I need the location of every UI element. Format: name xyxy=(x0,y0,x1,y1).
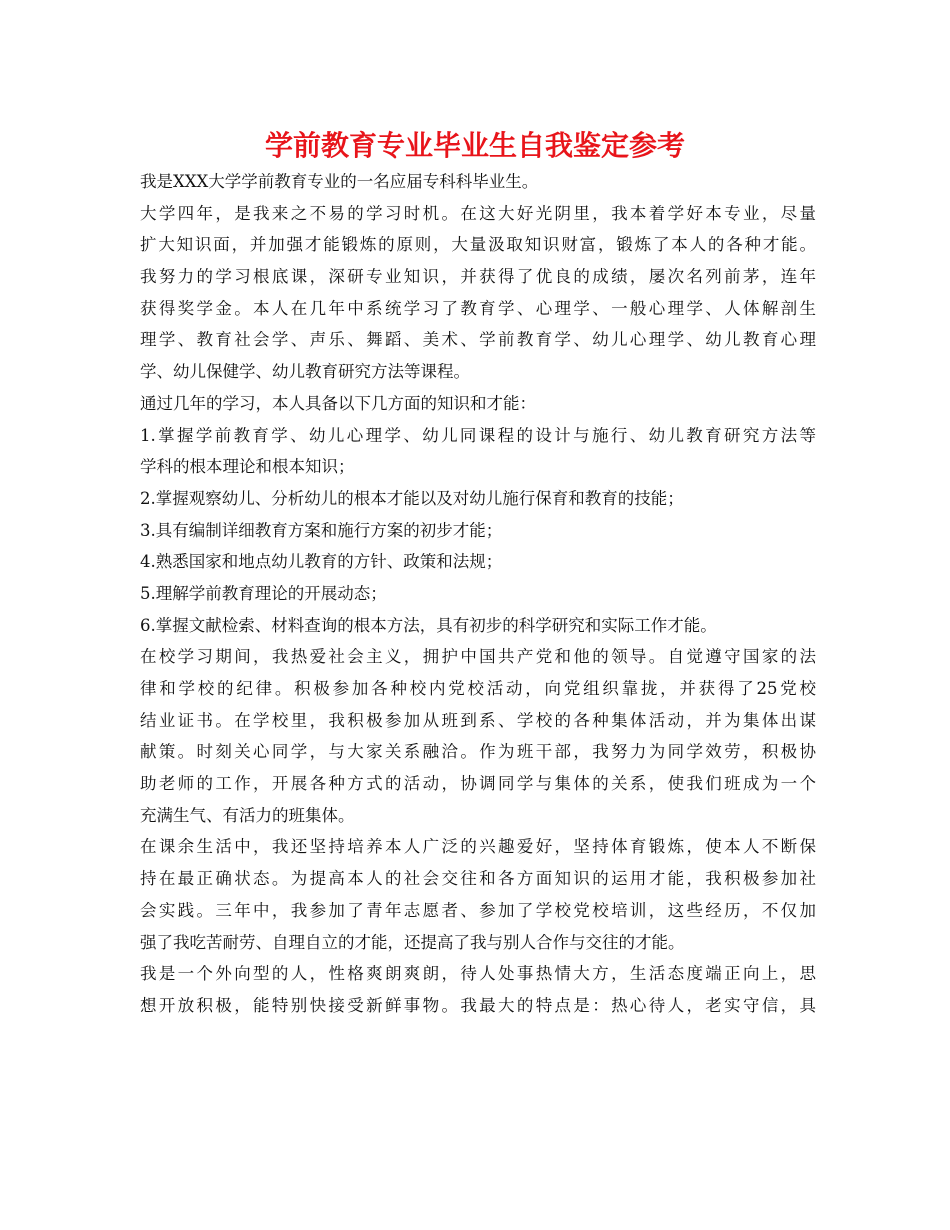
text-line: 我是一个外向型的人，性格爽朗爽朗，待人处事热情大方，生活态度端正向上，思 xyxy=(140,964,816,984)
text-line: 律和学校的纪律。积极参加各种校内党校活动，向党组织靠拢，并获得了25党校 xyxy=(140,679,816,698)
text-line: 2.掌握观察幼儿、分析幼儿的根本才能以及对幼儿施行保育和教育的技能； xyxy=(140,488,684,508)
text-line: 在课余生活中，我还坚持培养本人广泛的兴趣爱好，坚持体育锻炼，使本人不断保 xyxy=(140,837,816,857)
text-line: 会实践。三年中，我参加了青年志愿者、参加了学校党校培训，这些经历，不仅加 xyxy=(140,900,816,920)
text-line: 获得奖学金。本人在几年中系统学习了教育学、心理学、一般心理学、人体解剖生 xyxy=(140,298,816,318)
text-line: 1.掌握学前教育学、幼儿心理学、幼儿同课程的设计与施行、幼儿教育研究方法等 xyxy=(140,425,816,445)
text-line: 通过几年的学习，本人具备以下几方面的知识和才能： xyxy=(140,393,536,413)
text-line: 在校学习期间，我热爱社会主义，拥护中国共产党和他的领导。自觉遵守国家的法 xyxy=(140,647,816,667)
text-line: 学、幼儿保健学、幼儿教育研究方法等课程。 xyxy=(140,362,470,382)
text-line: 结业证书。在学校里，我积极参加从班到系、学校的各种集体活动，并为集体出谋 xyxy=(140,710,816,730)
text-line: 强了我吃苦耐劳、自理自立的才能，还提高了我与别人合作与交往的才能。 xyxy=(140,932,685,952)
text-line: 学科的根本理论和根本知识； xyxy=(140,457,355,477)
text-line: 理学、教育社会学、声乐、舞蹈、美术、学前教育学、幼儿心理学、幼儿教育心理 xyxy=(140,330,816,350)
text-line: 我是XXX大学学前教育专业的一名应届专科科毕业生。 xyxy=(140,172,539,191)
text-line: 持在最正确状态。为提高本人的社会交往和各方面知识的运用才能，我积极参加社 xyxy=(140,869,816,889)
text-line: 充满生气、有活力的班集体。 xyxy=(140,805,355,825)
document-title: 学前教育专业毕业生自我鉴定参考 xyxy=(264,129,685,162)
text-line: 献策。时刻关心同学，与大家关系融洽。作为班干部，我努力为同学效劳，积极协 xyxy=(140,742,816,762)
text-line: 4.熟悉国家和地点幼儿教育的方针、政策和法规； xyxy=(140,552,503,572)
text-line: 我努力的学习根底课，深研专业知识，并获得了优良的成绩，屡次名列前茅，连年 xyxy=(140,267,816,287)
text-line: 想开放积极，能特别快接受新鲜事物。我最大的特点是：热心待人，老实守信，具 xyxy=(140,995,816,1015)
text-line: 大学四年，是我来之不易的学习时机。在这大好光阴里，我本着学好本专业，尽量 xyxy=(140,203,816,223)
text-line: 扩大知识面，并加强才能锻炼的原则，大量汲取知识财富，锻炼了本人的各种才能。 xyxy=(140,235,816,255)
document-body xyxy=(140,166,816,1022)
text-line: 5.理解学前教育理论的开展动态； xyxy=(140,583,387,603)
text-line: 助老师的工作，开展各种方式的活动，协调同学与集体的关系，使我们班成为一个 xyxy=(140,774,816,794)
text-line: 3.具有编制详细教育方案和施行方案的初步才能； xyxy=(140,520,503,540)
text-line: 6.掌握文献检索、材料查询的根本方法，具有初步的科学研究和实际工作才能。 xyxy=(140,615,717,635)
